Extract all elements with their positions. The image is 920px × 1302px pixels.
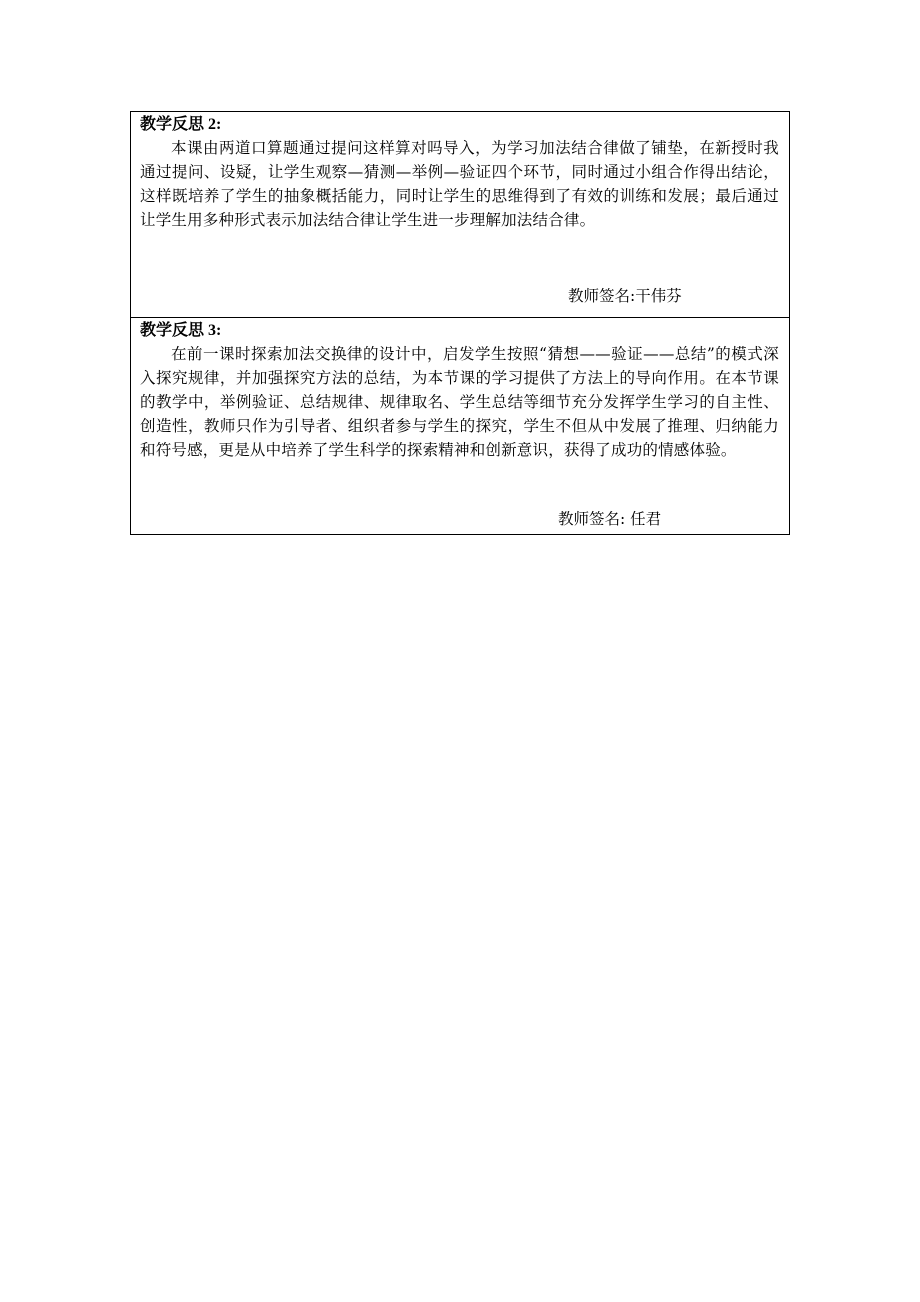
reflection-table — [130, 111, 790, 535]
reflection-cell-2 — [131, 112, 789, 317]
reflection-body: 本课由两道口算题通过提问这样算对吗导入，为学习加法结合律做了铺垫，在新授时我通过提问、设疑，让学生观察—猜测—举例—验证四个环节，同时通过小组合作得出结论，这样既培养了学生的抽象概括能力，同时让学生的思维得到了有效的训练和发展；最后通过让学生用多种形式表示加法结合律让学生进一步理解加法结合律。 — [140, 139, 779, 229]
reflection-heading: 教学反思 3: — [140, 322, 222, 339]
reflection-body: 在前一课时探索加法交换律的设计中，启发学生按照“猜想——验证——总结”的模式深入探究规律，并加强探究方法的总结，为本节课的学习提供了方法上的导向作用。在本节课的教学中，举例验证、总结规律、规律取名、学生总结等细节充分发挥学生学习的自主性、创造性，教师只作为引导者、组织者参与学生的探究，学生不但从中发展了推理、归纳能力和符号感，更是从中培养了学生科学的探索精神和创新意识，获得了成功的情感体验。 — [140, 345, 779, 459]
reflection-heading: 教学反思 2: — [140, 116, 222, 133]
reflection-cell-3 — [131, 317, 789, 534]
teacher-signature: 教师签名: 任君 — [558, 510, 662, 528]
teacher-signature: 教师签名:干伟芬 — [568, 287, 682, 305]
